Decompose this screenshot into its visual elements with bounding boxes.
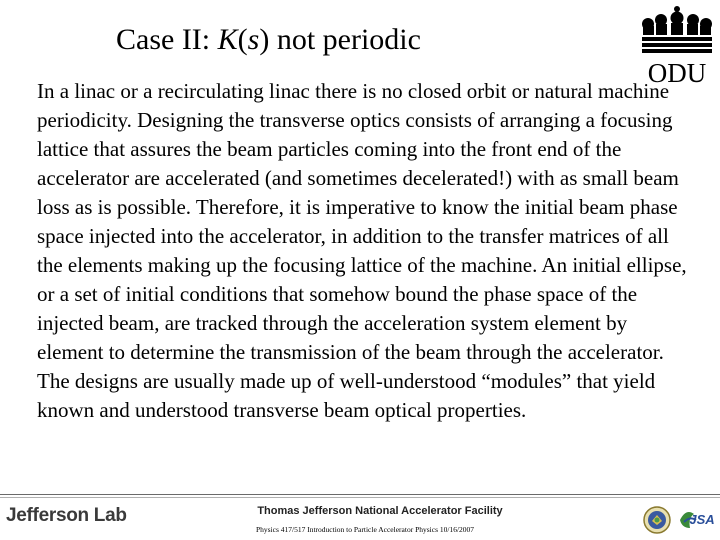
jsa-logo <box>676 506 716 534</box>
title-suffix: ) not periodic <box>259 23 421 56</box>
body-paragraph: In a linac or a recirculating linac there is no closed orbit or natural machine periodicity. Designing the transverse optics consists of arranging a focusing lattice that assures the beam particles coming into the front end of the accelerator are accelerated (and sometimes decelerated!) with as small beam loss as is possible. Therefore, it is imperative to know the initial beam phase space injected into the accelerator, in addition to the transfer matrices of all the elements making up the focusing lattice of the machine. An initial ellipse, or a set of initial conditions that somehow bound the phase space of the injected beam, are tracked through the acceleration system element by element to determine the transmission of the beam through the accelerator. The designs are usually made up of well-understood “modules” that yield known and understood transverse beam optical properties. <box>37 79 687 422</box>
title-paren-open: ( <box>237 23 248 56</box>
footer-divider <box>0 494 720 495</box>
title-s: s <box>247 23 260 56</box>
slide-title <box>116 20 421 60</box>
title-prefix: Case II: <box>116 23 218 56</box>
facility-name: Thomas Jefferson National Accelerator Facility <box>257 505 503 517</box>
jsa-logo-text: JSA <box>689 512 715 527</box>
doe-seal-icon <box>643 506 671 534</box>
course-footer: Physics 417/517 Introduction to Particle Accelerator Physics 10/16/2007 <box>255 525 475 534</box>
odu-logo-text: ODU <box>647 58 707 84</box>
jefferson-lab-logo: Jefferson Lab <box>6 505 127 526</box>
title-k: K <box>217 23 238 56</box>
odu-crown-logo-icon <box>640 4 714 84</box>
footer-divider-light <box>0 497 720 498</box>
odu-logo <box>640 4 714 84</box>
